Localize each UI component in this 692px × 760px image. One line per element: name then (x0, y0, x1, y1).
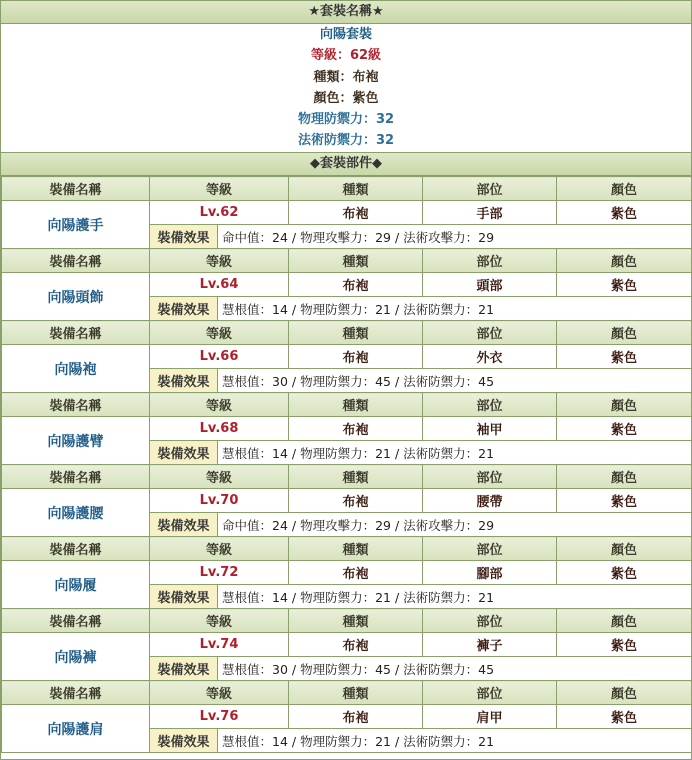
item-level: Lv.76 (150, 705, 289, 729)
set-mag-def: 法術防禦力：32 (297, 133, 395, 149)
col-header-type: 種類 (289, 249, 423, 273)
col-header-color: 顏色 (557, 465, 692, 489)
set-info (1, 24, 691, 153)
effect-label: 裝備效果 (150, 297, 218, 321)
item-color: 紫色 (557, 345, 692, 369)
item-slot: 頭部 (423, 273, 557, 297)
col-header-level: 等級 (150, 681, 289, 705)
item-color: 紫色 (557, 561, 692, 585)
col-header-color: 顏色 (557, 681, 692, 705)
set-level: 等級：62級 (310, 48, 382, 64)
col-header-name: 裝備名稱 (2, 465, 150, 489)
effect-label: 裝備效果 (150, 369, 218, 393)
item-name: 向陽護手 (2, 201, 150, 249)
item-effect: 慧根值：14 / 物理防禦力：21 / 法術防禦力：21 (218, 297, 692, 321)
item-color: 紫色 (557, 273, 692, 297)
effect-label: 裝備效果 (150, 729, 218, 753)
col-header-type: 種類 (289, 177, 423, 201)
item-row (2, 345, 692, 369)
item-header-row (2, 465, 692, 489)
item-name: 向陽頭飾 (2, 273, 150, 321)
item-level: Lv.62 (150, 201, 289, 225)
item-level: Lv.70 (150, 489, 289, 513)
col-header-slot: 部位 (423, 393, 557, 417)
col-header-type: 種類 (289, 537, 423, 561)
item-effect: 命中值：24 / 物理攻擊力：29 / 法術攻擊力：29 (218, 513, 692, 537)
item-level: Lv.66 (150, 345, 289, 369)
item-type: 布袍 (289, 489, 423, 513)
item-slot: 腳部 (423, 561, 557, 585)
col-header-level: 等級 (150, 465, 289, 489)
col-header-type: 種類 (289, 393, 423, 417)
set-type: 種類：布袍 (313, 69, 379, 85)
col-header-level: 等級 (150, 537, 289, 561)
col-header-color: 顏色 (557, 249, 692, 273)
item-slot: 肩甲 (423, 705, 557, 729)
col-header-type: 種類 (289, 681, 423, 705)
col-header-type: 種類 (289, 609, 423, 633)
item-slot: 手部 (423, 201, 557, 225)
item-level: Lv.68 (150, 417, 289, 441)
col-header-color: 顏色 (557, 393, 692, 417)
effect-label: 裝備效果 (150, 657, 218, 681)
item-level: Lv.74 (150, 633, 289, 657)
col-header-name: 裝備名稱 (2, 321, 150, 345)
col-header-slot: 部位 (423, 321, 557, 345)
item-name: 向陽袍 (2, 345, 150, 393)
col-header-level: 等級 (150, 321, 289, 345)
item-row (2, 201, 692, 225)
item-level: Lv.64 (150, 273, 289, 297)
item-type: 布袍 (289, 417, 423, 441)
set-parts-table (1, 176, 692, 753)
item-row (2, 273, 692, 297)
item-slot: 外衣 (423, 345, 557, 369)
set-phys-def: 物理防禦力：32 (297, 112, 395, 128)
item-effect: 慧根值：14 / 物理防禦力：21 / 法術防禦力：21 (218, 729, 692, 753)
set-parts-header: ◆套裝部件◆ (1, 153, 691, 176)
item-color: 紫色 (557, 417, 692, 441)
item-header-row (2, 537, 692, 561)
col-header-slot: 部位 (423, 681, 557, 705)
item-name: 向陽褲 (2, 633, 150, 681)
item-row (2, 489, 692, 513)
col-header-color: 顏色 (557, 537, 692, 561)
item-type: 布袍 (289, 273, 423, 297)
col-header-name: 裝備名稱 (2, 681, 150, 705)
item-name: 向陽護肩 (2, 705, 150, 753)
item-effect: 命中值：24 / 物理攻擊力：29 / 法術攻擊力：29 (218, 225, 692, 249)
item-color: 紫色 (557, 705, 692, 729)
item-slot: 袖甲 (423, 417, 557, 441)
item-row (2, 561, 692, 585)
col-header-name: 裝備名稱 (2, 177, 150, 201)
effect-label: 裝備效果 (150, 225, 218, 249)
item-color: 紫色 (557, 201, 692, 225)
col-header-level: 等級 (150, 393, 289, 417)
item-type: 布袍 (289, 633, 423, 657)
col-header-name: 裝備名稱 (2, 393, 150, 417)
col-header-type: 種類 (289, 321, 423, 345)
col-header-slot: 部位 (423, 249, 557, 273)
item-effect: 慧根值：14 / 物理防禦力：21 / 法術防禦力：21 (218, 441, 692, 465)
effect-label: 裝備效果 (150, 513, 218, 537)
col-header-name: 裝備名稱 (2, 537, 150, 561)
item-header-row (2, 609, 692, 633)
item-name: 向陽履 (2, 561, 150, 609)
col-header-slot: 部位 (423, 465, 557, 489)
item-name: 向陽護臂 (2, 417, 150, 465)
col-header-color: 顏色 (557, 609, 692, 633)
item-type: 布袍 (289, 201, 423, 225)
set-name-header: ★套裝名稱★ (1, 1, 691, 24)
item-header-row (2, 321, 692, 345)
effect-label: 裝備效果 (150, 441, 218, 465)
col-header-color: 顏色 (557, 321, 692, 345)
col-header-type: 種類 (289, 465, 423, 489)
item-color: 紫色 (557, 489, 692, 513)
item-row (2, 633, 692, 657)
item-header-row (2, 393, 692, 417)
item-header-row (2, 249, 692, 273)
item-slot: 褲子 (423, 633, 557, 657)
col-header-slot: 部位 (423, 177, 557, 201)
col-header-slot: 部位 (423, 609, 557, 633)
item-type: 布袍 (289, 705, 423, 729)
item-effect: 慧根值：14 / 物理防禦力：21 / 法術防禦力：21 (218, 585, 692, 609)
item-effect: 慧根值：30 / 物理防禦力：45 / 法術防禦力：45 (218, 657, 692, 681)
item-name: 向陽護腰 (2, 489, 150, 537)
col-header-level: 等級 (150, 249, 289, 273)
item-row (2, 417, 692, 441)
col-header-slot: 部位 (423, 537, 557, 561)
item-header-row (2, 177, 692, 201)
item-row (2, 705, 692, 729)
col-header-color: 顏色 (557, 177, 692, 201)
col-header-name: 裝備名稱 (2, 249, 150, 273)
item-type: 布袍 (289, 345, 423, 369)
item-level: Lv.72 (150, 561, 289, 585)
set-name: 向陽套裝 (319, 27, 372, 42)
item-slot: 腰帶 (423, 489, 557, 513)
col-header-level: 等級 (150, 609, 289, 633)
item-header-row (2, 681, 692, 705)
col-header-name: 裝備名稱 (2, 609, 150, 633)
item-type: 布袍 (289, 561, 423, 585)
set-color: 顏色：紫色 (313, 90, 379, 106)
effect-label: 裝備效果 (150, 585, 218, 609)
item-effect: 慧根值：30 / 物理防禦力：45 / 法術防禦力：45 (218, 369, 692, 393)
col-header-level: 等級 (150, 177, 289, 201)
item-color: 紫色 (557, 633, 692, 657)
